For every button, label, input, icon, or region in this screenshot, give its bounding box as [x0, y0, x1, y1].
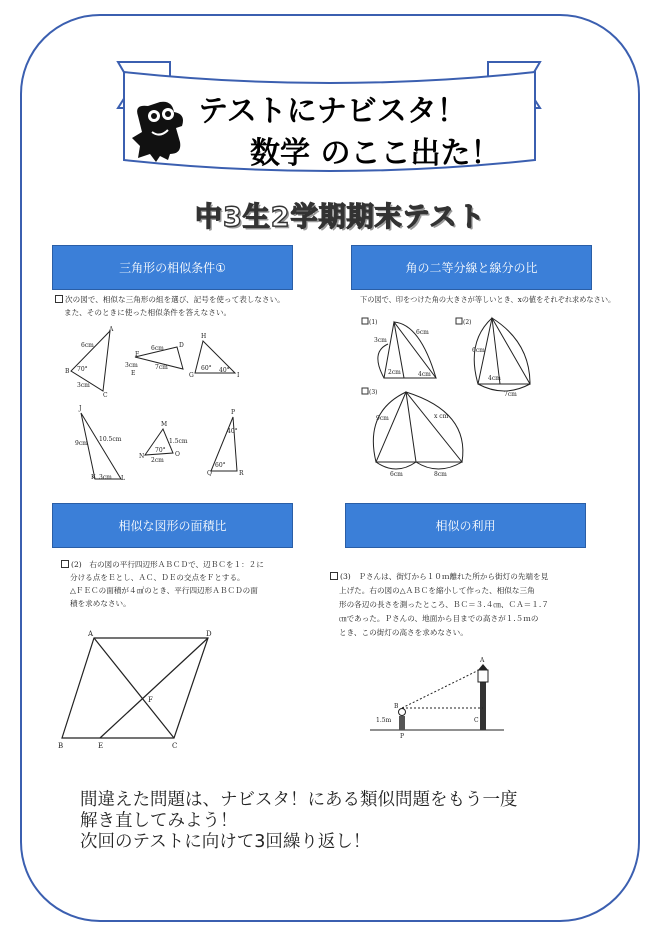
label: 4cm	[488, 375, 501, 382]
banner-title-line1: テストにナビスタ！	[198, 94, 467, 129]
checkbox-icon	[55, 295, 63, 303]
label: 6cm	[151, 345, 164, 352]
label: 6cm	[472, 347, 485, 354]
similar-triangles-figure	[55, 325, 275, 485]
label: C	[103, 392, 108, 399]
label: 2cm	[151, 457, 164, 464]
label: H	[201, 333, 207, 340]
label: P	[400, 733, 405, 740]
label: F	[135, 351, 140, 358]
footer-line: 次回のテストに向けて3回繰り返し！	[80, 832, 371, 852]
label: 3cm	[99, 474, 112, 481]
section-heading-label: 相似な図形の面積比	[118, 519, 227, 533]
label: R	[239, 470, 244, 477]
label: A	[88, 630, 94, 638]
part-label: (2)	[463, 319, 472, 326]
label: I	[237, 372, 240, 379]
label: D	[179, 342, 184, 349]
section-heading-area-ratio	[52, 503, 293, 548]
question-line: △ＦＥＣの面積が４㎠のとき、平行四辺形ＡＢＣＤの面	[70, 586, 258, 595]
question-text	[330, 570, 549, 640]
question-line: (2) 右の図の平行四辺形ＡＢＣＤで、辺ＢＣを１：２に	[71, 560, 264, 569]
question-line: 下の図で、印をつけた角の大きさが等しいとき、xの値をそれぞれ求めなさい。	[360, 295, 616, 304]
label: B	[65, 368, 70, 375]
question-line: とき、この街灯の高さを求めなさい。	[339, 628, 468, 637]
footer-line: 間違えた問題は、ナビスタ！にある類似問題をもう一度	[80, 790, 518, 810]
label: 6cm	[390, 471, 403, 478]
label: 1.5m	[376, 717, 392, 724]
label: E	[131, 370, 136, 377]
label: N	[139, 453, 145, 460]
part-label: (3)	[369, 389, 378, 396]
section-heading-angle-bisector	[351, 245, 592, 290]
label: 3cm	[125, 362, 138, 369]
label: 4cm	[418, 371, 431, 378]
label: B	[394, 703, 399, 710]
page-subtitle: 中3生2学期期末テスト	[195, 202, 486, 233]
question-text	[61, 558, 264, 610]
label: E	[98, 742, 104, 750]
label: B	[58, 742, 64, 750]
section-heading-similarity-use	[345, 503, 586, 548]
label: 7cm	[504, 391, 517, 398]
footer-message	[80, 790, 518, 853]
section-heading-label: 相似の利用	[435, 519, 496, 533]
label: G	[189, 372, 194, 379]
checkbox-icon	[61, 560, 69, 568]
question-line: 形の各辺の長さを測ったところ、ＢＣ＝３.４㎝、ＣＡ＝１.７	[339, 600, 549, 609]
label: D	[206, 630, 212, 638]
label: Q	[207, 470, 212, 477]
label: 60°	[215, 462, 226, 469]
label: P	[231, 409, 236, 416]
label: M	[161, 421, 168, 428]
part-label: (1)	[369, 319, 378, 326]
label: 3cm	[374, 337, 387, 344]
label: J	[79, 405, 82, 412]
label: A	[480, 657, 485, 664]
label: x cm	[434, 413, 449, 420]
mascot-icon	[130, 98, 190, 164]
label: 6cm	[81, 342, 94, 349]
question-line: (3) Ｐさんは、街灯から１０ｍ離れた所から街灯の先端を見	[340, 572, 549, 581]
label: 40°	[219, 367, 230, 374]
banner-title-line2: 数学 のここ出た！	[250, 136, 501, 171]
label: A	[109, 326, 114, 333]
label: 7cm	[155, 364, 168, 371]
section-heading-label: 角の二等分線と線分の比	[405, 261, 538, 275]
label: 9cm	[75, 440, 88, 447]
label: L	[121, 475, 125, 482]
question-line: 分ける点をＥとし、ＡＣ、ＤＥの交点をＦとする。	[70, 573, 245, 582]
question-line: 上げた。右の図の△ＡＢＣを縮小して作った、相似な三角	[339, 586, 535, 595]
question-text	[55, 293, 285, 319]
label: C	[172, 742, 178, 750]
label: 70°	[77, 366, 88, 373]
label: 60°	[201, 365, 212, 372]
label: 1.5cm	[169, 438, 188, 445]
label: C	[474, 717, 479, 724]
parallelogram-figure	[58, 628, 228, 750]
label: 6cm	[416, 329, 429, 336]
checkbox-icon	[330, 572, 338, 580]
angle-bisector-figures	[360, 312, 600, 480]
label: 3cm	[77, 382, 90, 389]
question-text	[360, 293, 615, 306]
question-line: 次の図で、相似な三角形の組を選び、記号を使って表しなさい。	[65, 295, 285, 304]
section-heading-label: 三角形の相似条件①	[119, 261, 226, 275]
streetlight-figure	[368, 656, 508, 740]
label: 8cm	[434, 471, 447, 478]
question-line: ㎝であった。Ｐさんの、地面から目までの高さが１.５ｍの	[339, 614, 539, 623]
label: K	[91, 474, 96, 481]
question-line: また、そのときに使った相似条件を答えなさい。	[64, 308, 232, 317]
footer-line: 解き直してみよう！	[80, 811, 238, 831]
section-heading-similarity-conditions	[52, 245, 293, 290]
label: 2cm	[388, 369, 401, 376]
label: O	[175, 451, 180, 458]
label: 10.5cm	[99, 436, 122, 443]
label: 9cm	[376, 415, 389, 422]
label: F	[148, 696, 153, 704]
label: 40°	[227, 428, 238, 435]
question-line: 積を求めなさい。	[70, 599, 131, 608]
label: 70°	[155, 447, 166, 454]
